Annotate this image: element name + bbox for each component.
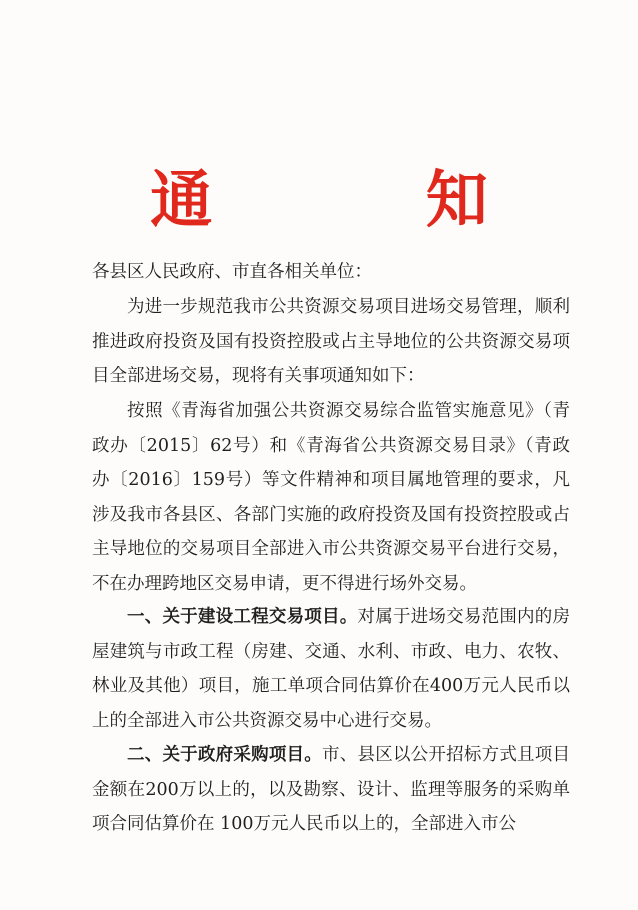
section-2 (92, 738, 570, 842)
bleed-through-text (60, 58, 620, 98)
section-2-heading: 二、关于政府采购项目。 (127, 745, 323, 765)
section-1 (92, 600, 570, 738)
section-2-body: 市、县区以公开招标方式且项目金额在200万以上的，以及勘察、设计、监理等服务的采购单项合同估算价在 100万元人民币以上的，全部进入市公 (92, 745, 571, 834)
recipients-line: 各县区人民政府、市直各相关单位： (92, 262, 372, 282)
paragraph-1: 按照《青海省加强公共资源交易综合监管实施意见》（青政办〔2015〕62号）和《青海省公共资源交易目录》（青政办〔2016〕159号）等文件精神和项目属地管理的要求，凡涉及我市各县区、各部门实施的政府投资及国有投资控股或占主导地位的交易项目全部进入市公共资源交易平台进行交易，不在办理跨地区交易申请，更不得进行场外交易。 (92, 401, 570, 594)
notice-title: 通 知 (150, 163, 584, 236)
intro-paragraph: 为进一步规范我市公共资源交易项目进场交易管理，顺利推进政府投资及国有投资控股或占主导地位的公共资源交易项目全部进场交易，现将有关事项通知如下： (92, 297, 570, 386)
section-1-heading: 一、关于建设工程交易项目。 (127, 607, 358, 627)
section-1-body: 对属于进场交易范围内的房屋建筑与市政工程（房建、交通、水利、市政、电力、农牧、林业及其他）项目，施工单项合同估算价在400万元人民币以上的全部进入市公共资源交易中心进行交易。 (92, 607, 571, 731)
